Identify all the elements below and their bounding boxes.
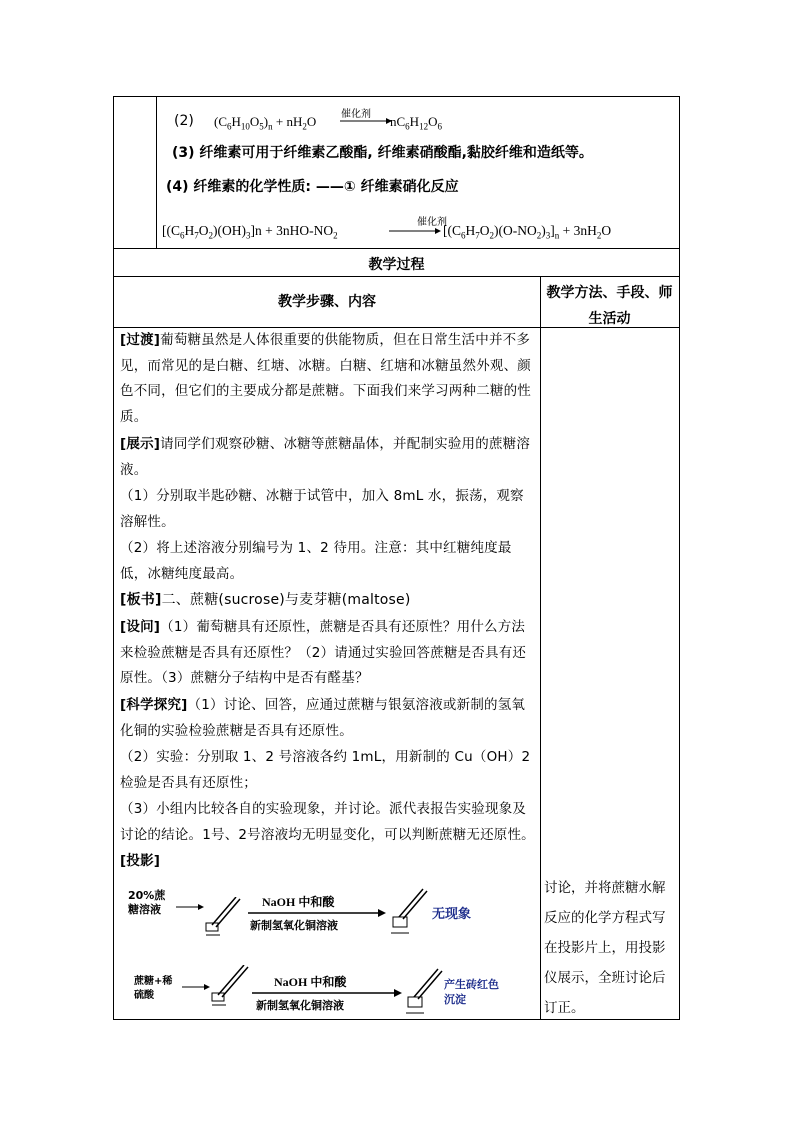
paragraph-projection: [120, 849, 536, 875]
fig-row2-result: 产生砖红色沉淀: [444, 978, 499, 1006]
fig-row2-bottom: 新制氢氧化铜溶液: [256, 999, 344, 1012]
fig-row2-top: NaOH 中和酸: [274, 975, 347, 989]
test-tube-icon: [389, 887, 429, 937]
paragraph-transition: [过渡]葡萄糖虽然是人体很重要的供能物质，但在日常生活中并不多见，而常见的是白糖、红塘、冰糖。白糖、红塘和冰糖虽然外观、颜色不同，但它们的主要成分都是蔗糖。下面我们来学习两种二糖的性质。: [120, 332, 531, 425]
fig-row1-top: NaOH 中和酸: [262, 895, 335, 909]
paragraph-discussion: （3）小组内比较各自的实验现象，并讨论。派代表报告实验现象及讨论的结论。1号、2号溶液均无明显变化，可以判断蔗糖无还原性。: [120, 801, 535, 843]
header-left: 教学步骤、内容: [278, 294, 376, 310]
row-divider-2: [114, 276, 679, 277]
paragraph-inquiry: [科学探究]（1）讨论、回答，应通过蔗糖与银氨溶液或新制的氢氧化铜的实验检验蔗糖是否具有还原性。: [120, 697, 526, 739]
right-column-note: 讨论，并将蔗糖水解反应的化学方程式写在投影片上，用投影仪展示，全班讨论后订正。: [544, 880, 666, 1016]
header-right: 教学方法、手段、师生活动: [546, 285, 673, 327]
eq2-label: (2): [174, 113, 194, 129]
paragraph-step2: （2）将上述溶液分别编号为 1、2 待用。注意：其中红糖纯度最低，冰糖纯度最高。: [120, 540, 512, 582]
fig-row1-result: 无现象: [432, 907, 472, 922]
nitration-lhs: $[(C_6H_7O_2)(OH)_3]n + 3nHO-NO_2$: [162, 223, 338, 241]
tag-display: [展示]: [120, 436, 161, 452]
eq2-lhs: $(C_6H_{10}O_5)_n + nH_2O$: [214, 114, 317, 132]
paragraph-question: [设问]（1）葡萄糖具有还原性，蔗糖是否具有还原性？用什么方法来检验蔗糖是否具有还原性？（2）请通过实验回答蔗糖是否具有还原性。（3）蔗糖分子结构中是否有醛基？: [120, 619, 527, 686]
fig-row1-arrow-icon: [248, 909, 386, 917]
test-tube-icon: [404, 967, 444, 1017]
test-tube-icon: [182, 965, 262, 1009]
tag-blackboard: [板书]: [120, 592, 162, 608]
fig-row2-left: 蔗糖+稀硫酸: [134, 976, 173, 1001]
nitration-rhs: $[(C_6H_7O_2)(O-NO_2)_3]_n + 3nH_2O$: [443, 223, 612, 241]
fiber-uses-line: (3) 纤维素可用于纤维素乙酸酯, 纤维素硝酸酯,黏胶纤维和造纸等。: [172, 145, 593, 161]
eq2-rhs: $nC_6H_{12}O_6$: [390, 114, 442, 132]
paragraph-blackboard: [板书]二、蔗糖(sucrose)与麦芽糖(maltose): [120, 592, 411, 608]
fiber-chemistry-line: (4) 纤维素的化学性质: ——① 纤维素硝化反应: [166, 179, 459, 195]
fig-row1-left: 20%蔗糖溶液: [128, 889, 166, 916]
eq2-arrow-icon: [340, 117, 392, 125]
tag-transition: [过渡]: [120, 332, 161, 348]
eq2-catalyst: 催化剂: [341, 109, 371, 120]
paragraph-step1: （1）分别取半匙砂糖、冰糖于试管中，加入 8mL 水，振荡，观察溶解性。: [120, 488, 524, 530]
fig-row1-bottom: 新制氢氧化铜溶液: [250, 919, 338, 932]
tag-inquiry: [科学探究]: [120, 697, 188, 713]
left-cell-divider: [156, 97, 157, 248]
paragraph-display: [展示]请同学们观察砂糖、冰糖等蔗糖晶体，并配制实验用的蔗糖溶液。: [120, 436, 531, 478]
nitration-arrow-icon: [389, 227, 441, 235]
fig-row2-arrow-icon: [252, 989, 402, 997]
paragraph-experiment: （2）实验：分别取 1、2 号溶液各约 1mL，用新制的 Cu（OH）2 检验是否具有还原性；: [120, 749, 531, 791]
column-divider: [540, 276, 541, 1020]
tag-projection: [投影]: [120, 853, 161, 869]
test-tube-icon: [176, 897, 256, 937]
section-title: 教学过程: [368, 257, 425, 273]
tag-question: [设问]: [120, 619, 161, 635]
row-divider-1: [114, 248, 679, 249]
nitration-catalyst: 催化剂: [417, 217, 447, 228]
lesson-table: [113, 96, 680, 1020]
